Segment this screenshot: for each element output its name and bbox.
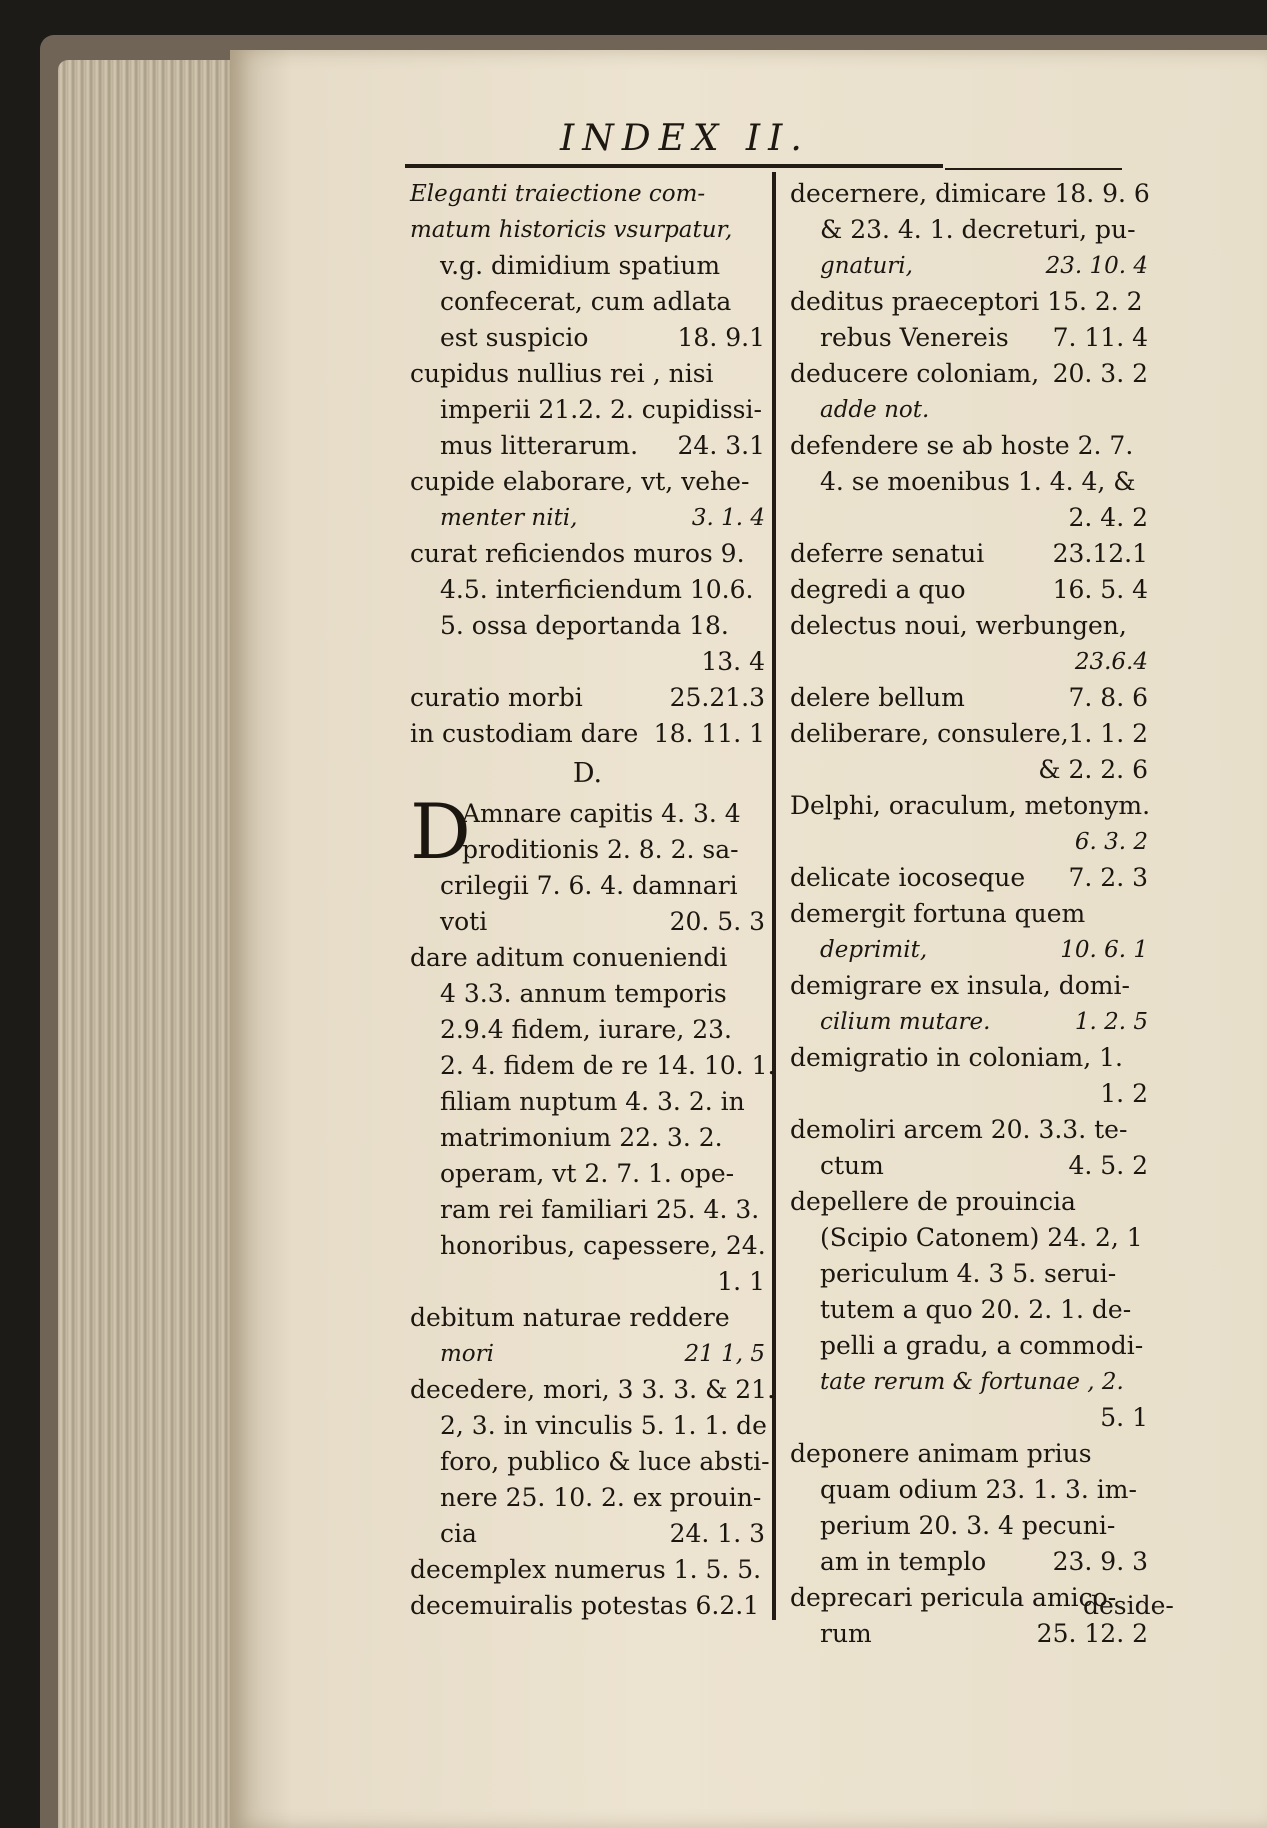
head-rule-right [945,168,1122,170]
index-entry [790,788,1151,824]
index-entry [410,212,765,248]
entry-text: delere bellum [790,683,965,712]
index-entry [790,1076,1148,1112]
entry-text: ctum [820,1151,884,1180]
index-entry [790,320,1148,356]
index-entry [410,1552,765,1588]
index-entry [410,1012,765,1048]
entry-reference: 24. 1. 3 [669,1519,765,1548]
entry-text: matum historicis vsurpatur, [410,217,733,243]
index-entry [790,896,1148,932]
entry-text: operam, vt 2. 7. 1. ope- [440,1159,735,1188]
entry-text: depellere de prouincia [790,1187,1076,1216]
entry-text: & 23. 4. 1. decreturi, pu- [820,215,1136,244]
entry-text: decernere, dimicare 18. 9. 6 [790,179,1150,208]
entry-text: Delphi, oraculum, metonym. [790,791,1151,820]
entry-text: 2, 3. in vinculis 5. 1. 1. de [440,1411,767,1440]
entry-text: perium 20. 3. 4 pecuni- [820,1511,1116,1540]
entry-reference: & 2. 2. 6 [1038,755,1148,784]
entry-text: foro, publico & luce absti- [440,1447,770,1476]
entry-text: Eleganti traiectione com- [410,181,706,207]
index-entry [790,1184,1148,1220]
index-entry [410,176,765,212]
entry-text: quam odium 23. 1. 3. im- [820,1475,1137,1504]
index-entry [410,1264,765,1300]
entry-text: demoliri arcem 20. 3.3. te- [790,1115,1128,1144]
index-entry [410,428,765,464]
entry-text: 4.5. interficiendum 10.6. [440,575,754,604]
index-entry [790,1616,1148,1652]
index-entry [410,644,765,680]
index-entry [790,356,1148,392]
index-entry [790,1040,1148,1076]
index-entry [410,1048,776,1084]
entry-text: deliberare, consulere, [790,719,1069,748]
index-entry [410,1408,765,1444]
index-entry [790,1328,1148,1364]
entry-text: deferre senatui [790,539,985,568]
entry-reference: 2. 4. 2 [1068,503,1148,532]
index-entry [410,284,765,320]
index-entry [790,1004,1148,1040]
index-entry [410,1444,770,1480]
dropcap-letter: D [410,787,471,876]
index-entry [410,500,765,536]
index-entry [410,1372,776,1408]
index-entry [410,868,765,904]
index-entry [410,1120,765,1156]
entry-text: proditionis 2. 8. 2. sa- [462,835,739,864]
entry-text: filiam nuptum 4. 3. 2. in [440,1087,745,1116]
index-entry [790,1364,1148,1400]
index-entry [410,832,765,868]
entry-text: deprimit, [820,937,928,963]
entry-text: (Scipio Catonem) 24. 2, 1 [820,1223,1143,1252]
entry-reference: 20. 3. 2 [1052,359,1148,388]
entry-reference: 18. 9.1 [677,323,765,352]
index-entry [410,356,765,392]
index-entry [790,176,1148,212]
index-entry [410,1300,765,1336]
entry-text: menter niti, [440,505,578,531]
index-entry [410,320,765,356]
index-entry [410,904,765,940]
index-entry [790,1112,1148,1148]
entry-text: cupide elaborare, vt, vehe- [410,467,750,496]
entry-text: voti [440,907,488,936]
index-entry [790,1508,1148,1544]
index-entry [790,1436,1148,1472]
index-entry [790,680,1148,716]
entry-text: matrimonium 22. 3. 2. [440,1123,723,1152]
index-entry [410,1228,765,1264]
index-entry [790,1400,1148,1436]
entry-text: v.g. dimidium spatium [440,251,721,280]
entry-text: decemuiralis potestas 6.2.1 [410,1591,760,1620]
entry-reference: 10. 6. 1 [1060,937,1148,963]
index-entry [790,1148,1148,1184]
index-entry [410,940,765,976]
index-entry [410,1516,765,1552]
index-entry [410,572,765,608]
entry-text: demigratio in coloniam, 1. [790,1043,1123,1072]
index-entry [410,392,765,428]
entry-text: dare aditum conueniendi [410,943,728,972]
entry-text: 4. se moenibus 1. 4. 4, & [820,467,1136,496]
index-entry [790,932,1148,968]
entry-text: delectus noui, werbungen, [790,611,1127,640]
entry-reference: 23.12.1 [1052,539,1148,568]
index-entry [410,464,765,500]
entry-text: nere 25. 10. 2. ex prouin- [440,1483,762,1512]
entry-text: imperii 21.2. 2. cupidissi- [440,395,762,424]
entry-text: est suspicio [440,323,589,352]
entry-text: rebus Venereis [820,323,1009,352]
index-entry [410,1588,765,1624]
index-entry [410,608,765,644]
index-entry [790,716,1148,752]
entry-reference: 16. 5. 4 [1052,575,1148,604]
index-entry [790,464,1148,500]
index-entry [410,796,765,832]
index-entry [790,752,1148,788]
index-entry [790,860,1148,896]
index-entry [790,608,1148,644]
entry-text: ram rei familiari 25. 4. 3. [440,1195,760,1224]
index-entry [790,1544,1148,1580]
entry-reference: 1. 2. 5 [1074,1009,1148,1035]
entry-reference: 23. 10. 4 [1045,253,1148,279]
entry-reference: 7. 2. 3 [1068,863,1148,892]
entry-text: Amnare capitis 4. 3. 4 [462,799,741,828]
entry-text: deducere coloniam, [790,359,1040,388]
entry-reference: 21 1, 5 [684,1341,765,1367]
entry-reference: 18. 11. 1 [653,719,765,748]
index-entry [410,1480,765,1516]
entry-reference: 7. 11. 4 [1052,323,1148,352]
entry-text: 5. ossa deportanda 18. [440,611,729,640]
entry-text: curatio morbi [410,683,583,712]
index-entry [790,1256,1148,1292]
entry-reference: 1. 1 [717,1267,765,1296]
entry-reference: 23. 9. 3 [1052,1547,1148,1576]
entry-text: cupidus nullius rei , nisi [410,359,714,388]
index-entry [790,1220,1148,1256]
entry-text: crilegii 7. 6. 4. damnari [440,871,738,900]
entry-text: am in templo [820,1547,987,1576]
entry-text: demigrare ex insula, domi- [790,971,1130,1000]
index-entry [410,1156,765,1192]
entry-text: mori [440,1341,495,1367]
right-column [790,176,1151,1652]
entry-text: periculum 4. 3 5. serui- [820,1259,1117,1288]
entry-reference: 1. 2 [1100,1079,1148,1108]
index-entry [410,680,765,716]
catchword: deside- [1083,1591,1174,1620]
entry-reference: 5. 1 [1100,1403,1148,1432]
entry-text: adde not. [820,397,930,423]
entry-text: rum [820,1619,872,1648]
entry-text: demergit fortuna quem [790,899,1086,928]
index-entry [790,968,1148,1004]
entry-text: 2.9.4 fidem, iurare, 23. [440,1015,732,1044]
entry-text: pelli a gradu, a commodi- [820,1331,1144,1360]
entry-text: curat reficiendos muros 9. [410,539,745,568]
index-entry [410,716,765,752]
index-entry [410,1192,765,1228]
entry-text: debitum naturae reddere [410,1303,730,1332]
index-entry [790,1292,1148,1328]
entry-reference: 20. 5. 3 [669,907,765,936]
entry-text: cilium mutare. [820,1009,991,1035]
entry-text: confecerat, cum adlata [440,287,732,316]
entry-text: honoribus, capessere, 24. [440,1231,766,1260]
index-entry [790,1472,1148,1508]
entry-text: tutem a quo 20. 2. 1. de- [820,1295,1132,1324]
entry-text: defendere se ab hoste 2. 7. [790,431,1134,460]
entry-text: tate rerum & fortunae , 2. [820,1369,1124,1395]
head-rule [405,164,943,168]
entry-text: in custodiam dare [410,719,639,748]
index-entries-d [410,787,776,1624]
entry-reference: 13. 4 [701,647,765,676]
index-entry [410,536,765,572]
index-entry [790,824,1148,860]
entry-text: decedere, mori, 3 3. 3. & 21. [410,1375,776,1404]
entry-text: 4 3.3. annum temporis [440,979,727,1008]
entry-text: gnaturi, [820,253,913,279]
index-entry [410,1084,765,1120]
entry-reference: 6. 3. 2 [1074,829,1148,855]
entry-text: mus litterarum. [440,431,639,460]
index-entry [790,644,1148,680]
entry-reference: 23.6.4 [1074,649,1148,675]
entry-text: degredi a quo [790,575,966,604]
entry-reference: 25. 12. 2 [1036,1619,1148,1648]
entry-text: deprecari pericula amico- [790,1583,1117,1612]
entry-text: cia [440,1519,477,1548]
entry-reference: 3. 1. 4 [691,505,765,531]
running-head: INDEX II. [560,118,810,159]
entry-text: deditus praeceptori 15. 2. 2 [790,287,1143,316]
index-entries-c [410,176,765,752]
index-entry [790,536,1148,572]
entry-text: delicate iocoseque [790,863,1026,892]
index-entry [790,428,1148,464]
entry-reference: 7. 8. 6 [1068,683,1148,712]
entry-text: 2. 4. fidem de re 14. 10. 1. [440,1051,776,1080]
index-entry [790,392,1148,428]
index-entries-right [790,176,1151,1652]
entry-reference: 4. 5. 2 [1068,1151,1148,1180]
entry-reference: 1. 1. 2 [1068,719,1148,748]
index-entry [790,248,1148,284]
index-entry [790,212,1148,248]
index-entry [410,1336,765,1372]
index-entry [790,500,1148,536]
entry-text: decemplex numerus 1. 5. 5. [410,1555,762,1584]
index-entry [410,248,765,284]
section-letter: D. [572,758,603,789]
entry-text: deponere animam prius [790,1439,1092,1468]
index-entry [410,976,765,1012]
index-entry [790,284,1148,320]
entry-reference: 24. 3.1 [677,431,765,460]
left-column [410,176,776,1624]
entry-reference: 25.21.3 [669,683,765,712]
index-entry [790,572,1148,608]
